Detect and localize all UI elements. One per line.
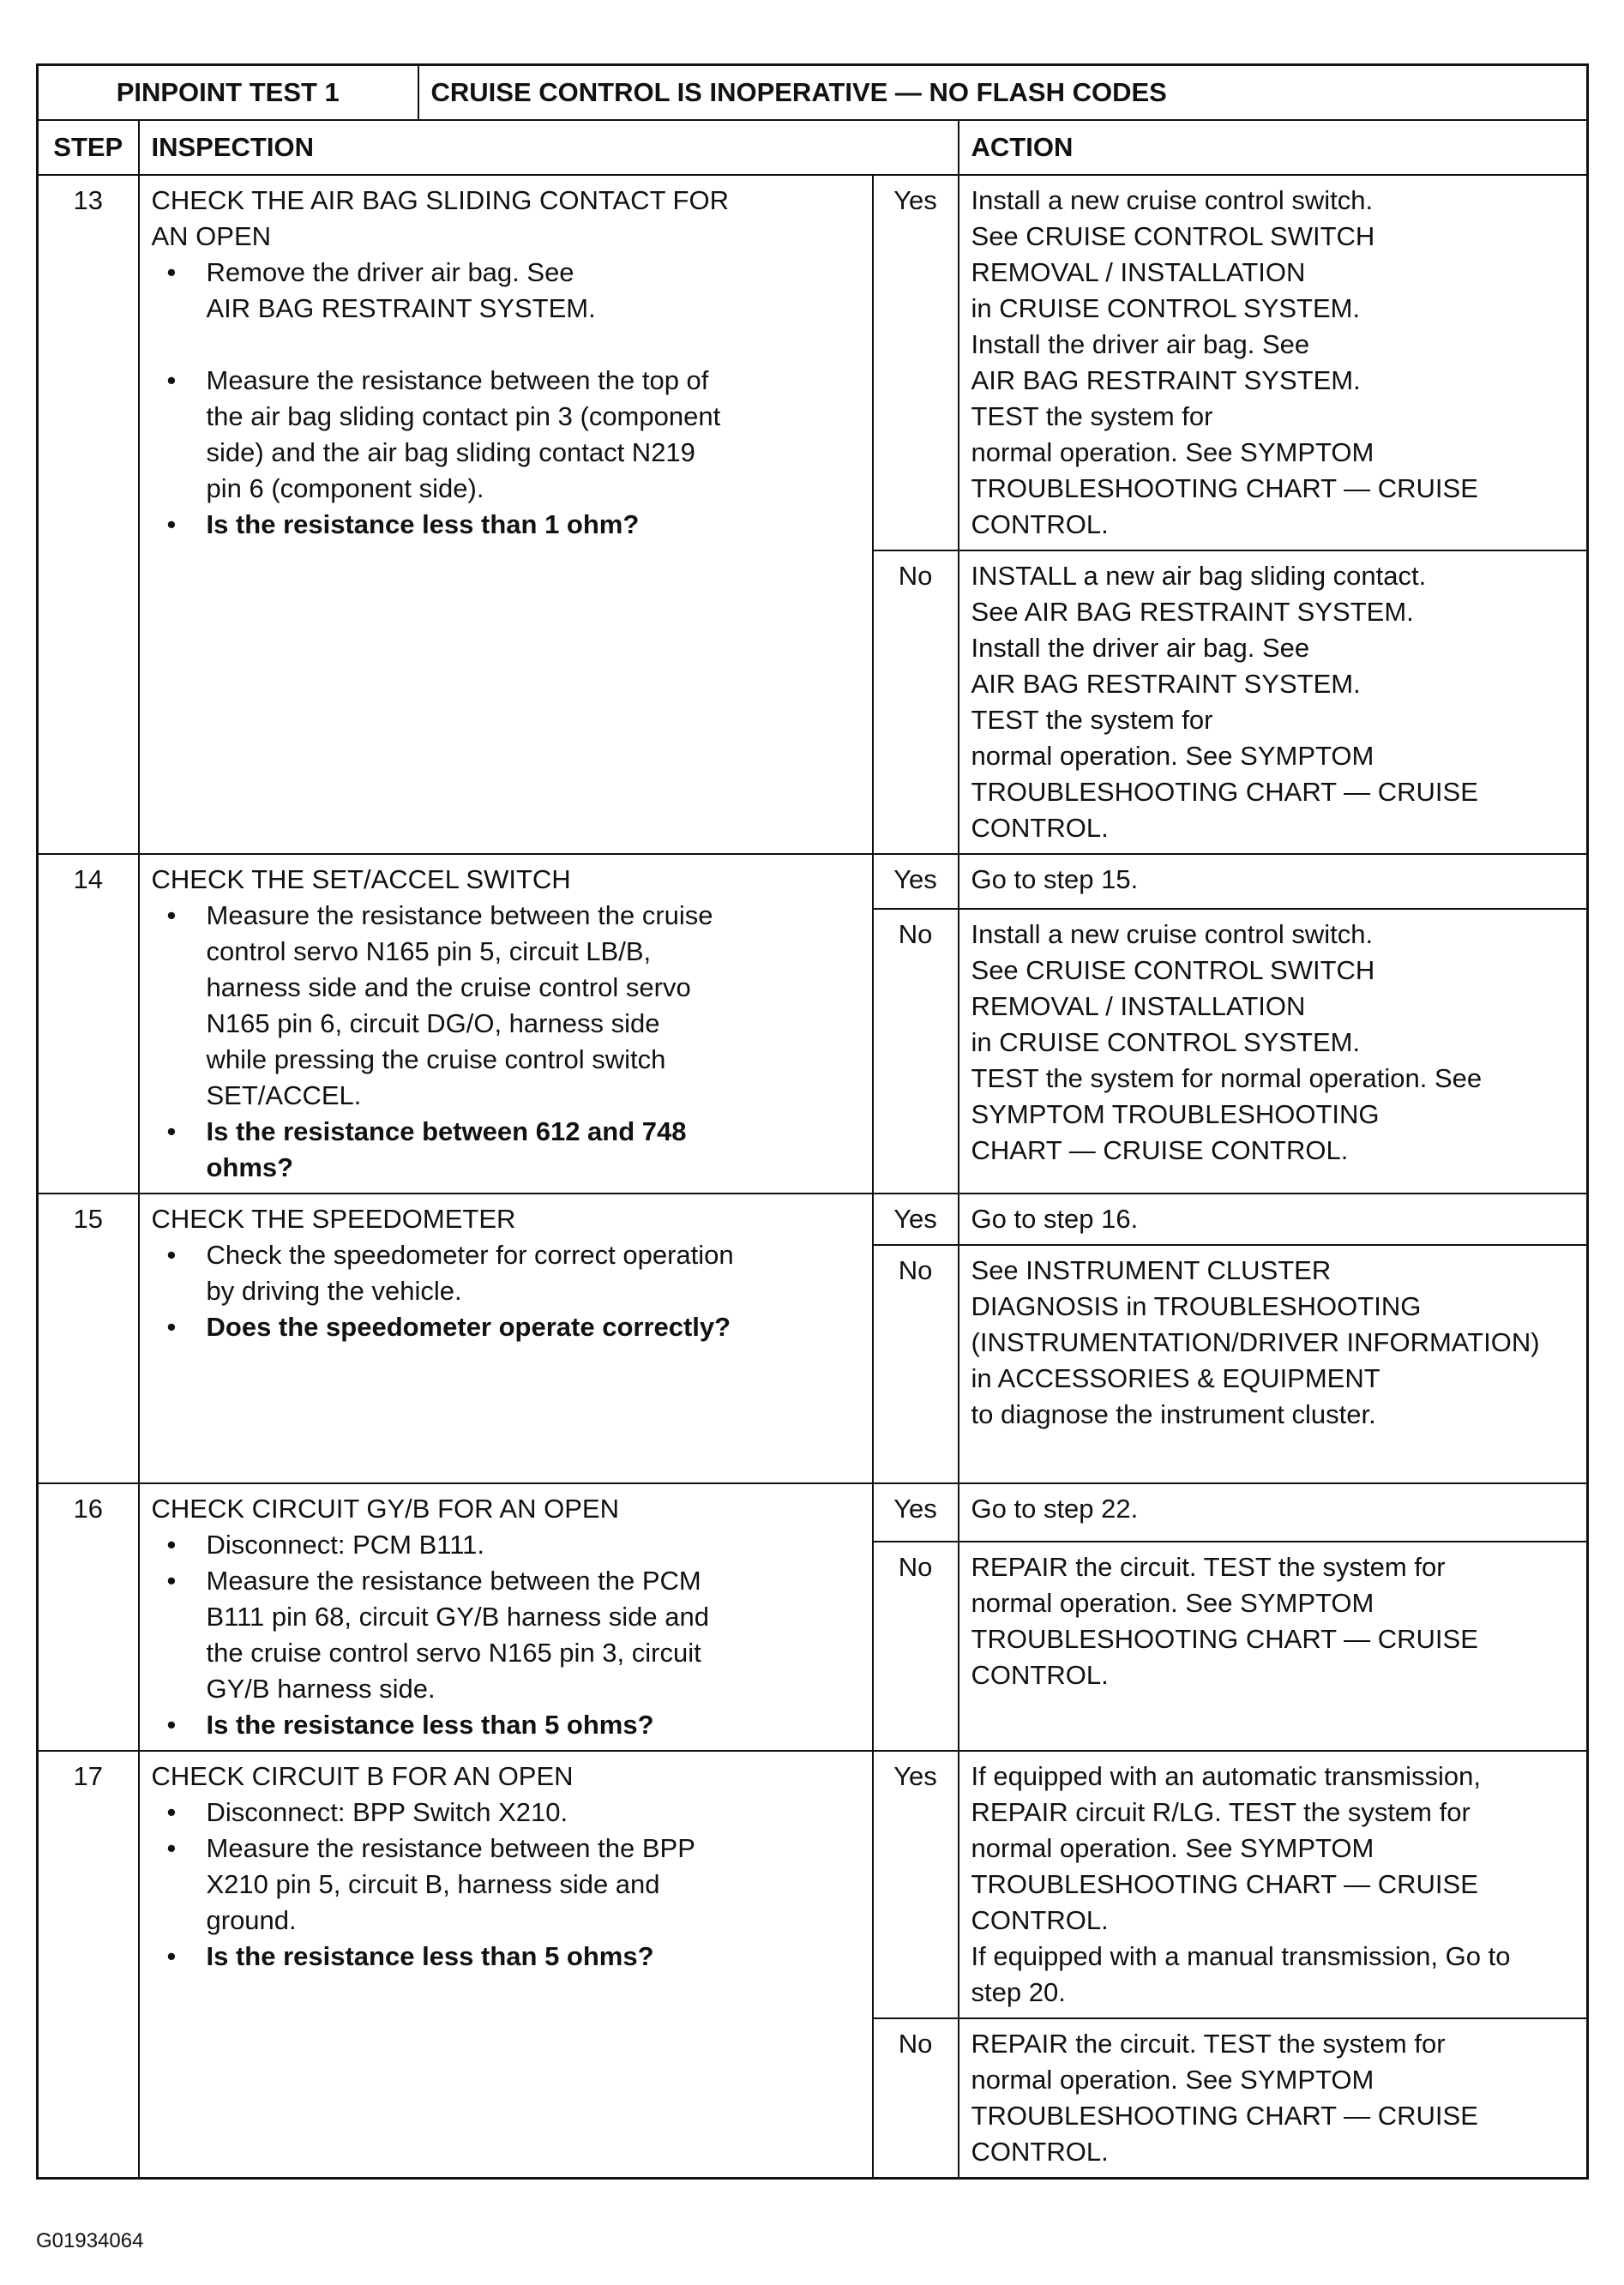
test-title: CRUISE CONTROL IS INOPERATIVE — NO FLASH CODES [418, 65, 1588, 121]
action-line: Install the driver air bag. See [971, 329, 1310, 359]
inspection-bullet [152, 898, 860, 1114]
inspection-bullet [152, 255, 860, 327]
action-line: REPAIR the circuit. TEST the system for [971, 1551, 1446, 1582]
action-line: If equipped with an automatic transmission, [971, 1761, 1481, 1791]
answer-no-label: No [873, 550, 959, 854]
test-label: PINPOINT TEST 1 [38, 65, 418, 121]
inspection-bullet-line: • Measure the resistance between the BPP [206, 1833, 695, 1863]
inspection-bullet-line: control servo N165 pin 5, circuit LB/B, [206, 936, 652, 966]
action-line: Go to step 22. [971, 1494, 1139, 1524]
inspection-bullet [152, 1939, 860, 1975]
action-line: in CRUISE CONTROL SYSTEM. [971, 1026, 1361, 1057]
answer-yes-label: Yes [873, 1483, 959, 1542]
action-line: DIAGNOSIS in TROUBLESHOOTING [971, 1291, 1422, 1321]
inspection-bullet [152, 1831, 860, 1939]
inspection-bullets [152, 255, 860, 543]
inspection-bullet [152, 1309, 860, 1345]
action-no [959, 1245, 1588, 1483]
action-no [959, 909, 1588, 1194]
action-line: CHART — CRUISE CONTROL. [971, 1134, 1349, 1165]
inspection-title [152, 1491, 860, 1527]
action-line: INSTALL a new air bag sliding contact. [971, 561, 1427, 591]
step-row [38, 1483, 1588, 1542]
inspection-bullet-line: GY/B harness side. [206, 1674, 436, 1704]
inspection-bullet [152, 1707, 860, 1743]
action-line: If equipped with a manual transmission, Go to [971, 1941, 1511, 1971]
inspection-bullet [152, 363, 860, 507]
inspection-question-line: • Is the resistance less than 5 ohms? [206, 1941, 654, 1971]
action-line: in ACCESSORIES & EQUIPMENT [971, 1363, 1380, 1393]
action-no [959, 550, 1588, 854]
action-line: TEST the system for normal operation. See [971, 1062, 1483, 1093]
pinpoint-test-table [36, 63, 1589, 2180]
inspection-question-line: • Is the resistance less than 1 ohm? [206, 509, 640, 539]
step-row [38, 854, 1588, 909]
action-line: See AIR BAG RESTRAINT SYSTEM. [971, 597, 1414, 627]
inspection-question-line: ohms? [206, 1152, 294, 1182]
inspection-bullet [152, 1527, 860, 1563]
step-number: 17 [38, 1751, 139, 2179]
inspection-bullet-line: side) and the air bag sliding contact N219 [206, 437, 695, 467]
action-line: REPAIR the circuit. TEST the system for [971, 2029, 1446, 2059]
inspection-title-line: CHECK THE AIR BAG SLIDING CONTACT FOR [151, 185, 729, 215]
inspection-title-line: CHECK CIRCUIT B FOR AN OPEN [151, 1761, 574, 1791]
action-line: CONTROL. [971, 509, 1109, 539]
action-yes [959, 1194, 1588, 1245]
figure-id: G01934064 [36, 2229, 144, 2252]
inspection-title [152, 1201, 860, 1237]
inspection-bullets [152, 1237, 860, 1345]
inspection-bullet-line: • Measure the resistance between the PCM [206, 1566, 701, 1596]
column-header-inspection: INSPECTION [139, 120, 959, 175]
action-yes [959, 175, 1588, 550]
step-number: 13 [38, 175, 139, 854]
inspection-bullet-line: the air bag sliding contact pin 3 (component [206, 401, 721, 431]
step-row [38, 1194, 1588, 1245]
action-line: TEST the system for [971, 705, 1213, 735]
answer-no-label: No [873, 909, 959, 1194]
answer-no-label: No [873, 1542, 959, 1751]
action-line: TROUBLESHOOTING CHART — CRUISE [971, 473, 1478, 503]
action-line: Go to step 15. [971, 864, 1139, 894]
inspection-title [152, 183, 860, 255]
action-line: Go to step 16. [971, 1204, 1139, 1234]
inspection-bullet-line: pin 6 (component side). [206, 473, 484, 503]
action-line: normal operation. See SYMPTOM [971, 2065, 1374, 2095]
step-number: 15 [38, 1194, 139, 1483]
action-yes [959, 1483, 1588, 1542]
inspection-bullet-line: SET/ACCEL. [206, 1080, 362, 1110]
inspection-bullet [152, 507, 860, 543]
inspection-bullet-line: ground. [206, 1905, 297, 1935]
inspection-bullet-line: • Disconnect: PCM B111. [206, 1530, 484, 1560]
action-line: CONTROL. [971, 2137, 1109, 2167]
action-line: CONTROL. [971, 1905, 1109, 1935]
inspection-bullets [152, 1795, 860, 1975]
inspection-question-line: • Is the resistance less than 5 ohms? [206, 1710, 654, 1740]
inspection-bullets [152, 1527, 860, 1743]
action-line: Install the driver air bag. See [971, 633, 1310, 663]
action-no [959, 1542, 1588, 1751]
inspection-bullet-line: by driving the vehicle. [206, 1276, 462, 1306]
column-header-action: ACTION [959, 120, 1588, 175]
inspection-bullet-line: • Remove the driver air bag. See [206, 257, 574, 287]
inspection-bullet [152, 1795, 860, 1831]
inspection-bullet-line: X210 pin 5, circuit B, harness side and [206, 1869, 660, 1899]
inspection-question-line: • Is the resistance between 612 and 748 [206, 1116, 687, 1146]
action-line: normal operation. See SYMPTOM [971, 1587, 1374, 1618]
action-line: (INSTRUMENTATION/DRIVER INFORMATION) [971, 1327, 1540, 1357]
inspection-bullets [152, 898, 860, 1186]
inspection-cell [139, 1194, 873, 1483]
title-row [38, 65, 1588, 121]
step-row [38, 1751, 1588, 2018]
action-line: TROUBLESHOOTING CHART — CRUISE [971, 1869, 1478, 1899]
answer-yes-label: Yes [873, 854, 959, 909]
inspection-bullet-line: • Measure the resistance between the top of [206, 365, 709, 395]
action-line: REMOVAL / INSTALLATION [971, 990, 1306, 1021]
action-line: See INSTRUMENT CLUSTER [971, 1255, 1332, 1285]
inspection-bullet-line: B111 pin 68, circuit GY/B harness side and [206, 1602, 709, 1632]
inspection-title-line: CHECK CIRCUIT GY/B FOR AN OPEN [151, 1494, 619, 1524]
inspection-bullet-line: • Measure the resistance between the cruise [206, 900, 713, 930]
inspection-title-line: CHECK THE SET/ACCEL SWITCH [151, 864, 571, 894]
inspection-title-line: AN OPEN [151, 221, 272, 251]
inspection-title [152, 862, 860, 898]
action-no [959, 2018, 1588, 2179]
action-line: AIR BAG RESTRAINT SYSTEM. [971, 365, 1361, 395]
action-line: TROUBLESHOOTING CHART — CRUISE [971, 1623, 1478, 1654]
action-line: TEST the system for [971, 401, 1213, 431]
inspection-bullet-line: while pressing the cruise control switch [206, 1044, 666, 1074]
action-line: Install a new cruise control switch. [971, 918, 1374, 949]
answer-no-label: No [873, 2018, 959, 2179]
answer-yes-label: Yes [873, 1194, 959, 1245]
action-line: REMOVAL / INSTALLATION [971, 257, 1306, 287]
inspection-bullet-line: • Check the speedometer for correct operation [206, 1240, 734, 1270]
step-number: 14 [38, 854, 139, 1194]
action-line: step 20. [971, 1977, 1066, 2007]
inspection-title-line: CHECK THE SPEEDOMETER [151, 1204, 516, 1234]
pinpoint-test-sheet [36, 63, 1586, 2180]
inspection-cell [139, 854, 873, 1194]
action-line: CONTROL. [971, 813, 1109, 843]
action-line: normal operation. See SYMPTOM [971, 1833, 1374, 1863]
action-line: in CRUISE CONTROL SYSTEM. [971, 293, 1361, 323]
inspection-question-line: • Does the speedometer operate correctly? [206, 1312, 731, 1342]
action-line: TROUBLESHOOTING CHART — CRUISE [971, 2101, 1478, 2131]
action-line: See CRUISE CONTROL SWITCH [971, 954, 1375, 985]
answer-yes-label: Yes [873, 1751, 959, 2018]
action-line: to diagnose the instrument cluster. [971, 1399, 1376, 1429]
step-number: 16 [38, 1483, 139, 1751]
inspection-bullet [152, 1114, 860, 1186]
inspection-bullet-line: • Disconnect: BPP Switch X210. [206, 1797, 568, 1827]
action-line: SYMPTOM TROUBLESHOOTING [971, 1098, 1380, 1129]
inspection-bullet-line: N165 pin 6, circuit DG/O, harness side [206, 1008, 660, 1038]
step-row [38, 175, 1588, 550]
action-line: AIR BAG RESTRAINT SYSTEM. [971, 669, 1361, 699]
inspection-cell [139, 1751, 873, 2179]
answer-no-label: No [873, 1245, 959, 1483]
inspection-bullet-line: harness side and the cruise control servo [206, 972, 691, 1002]
inspection-bullet-line: the cruise control servo N165 pin 3, circuit [206, 1638, 701, 1668]
inspection-cell [139, 1483, 873, 1751]
inspection-bullet [152, 1563, 860, 1707]
action-line: TROUBLESHOOTING CHART — CRUISE [971, 777, 1478, 807]
action-line: Install a new cruise control switch. [971, 185, 1374, 215]
action-line: CONTROL. [971, 1659, 1109, 1690]
action-yes [959, 1751, 1588, 2018]
action-yes [959, 854, 1588, 909]
column-header-step: STEP [38, 120, 139, 175]
action-line: See CRUISE CONTROL SWITCH [971, 221, 1375, 251]
action-line: REPAIR circuit R/LG. TEST the system for [971, 1797, 1471, 1827]
inspection-title [152, 1759, 860, 1795]
answer-yes-label: Yes [873, 175, 959, 550]
inspection-bullet-line: AIR BAG RESTRAINT SYSTEM. [206, 293, 596, 323]
inspection-bullet [152, 1237, 860, 1309]
column-header-row [38, 120, 1588, 175]
action-line: normal operation. See SYMPTOM [971, 437, 1374, 467]
inspection-cell [139, 175, 873, 854]
action-line: normal operation. See SYMPTOM [971, 741, 1374, 771]
